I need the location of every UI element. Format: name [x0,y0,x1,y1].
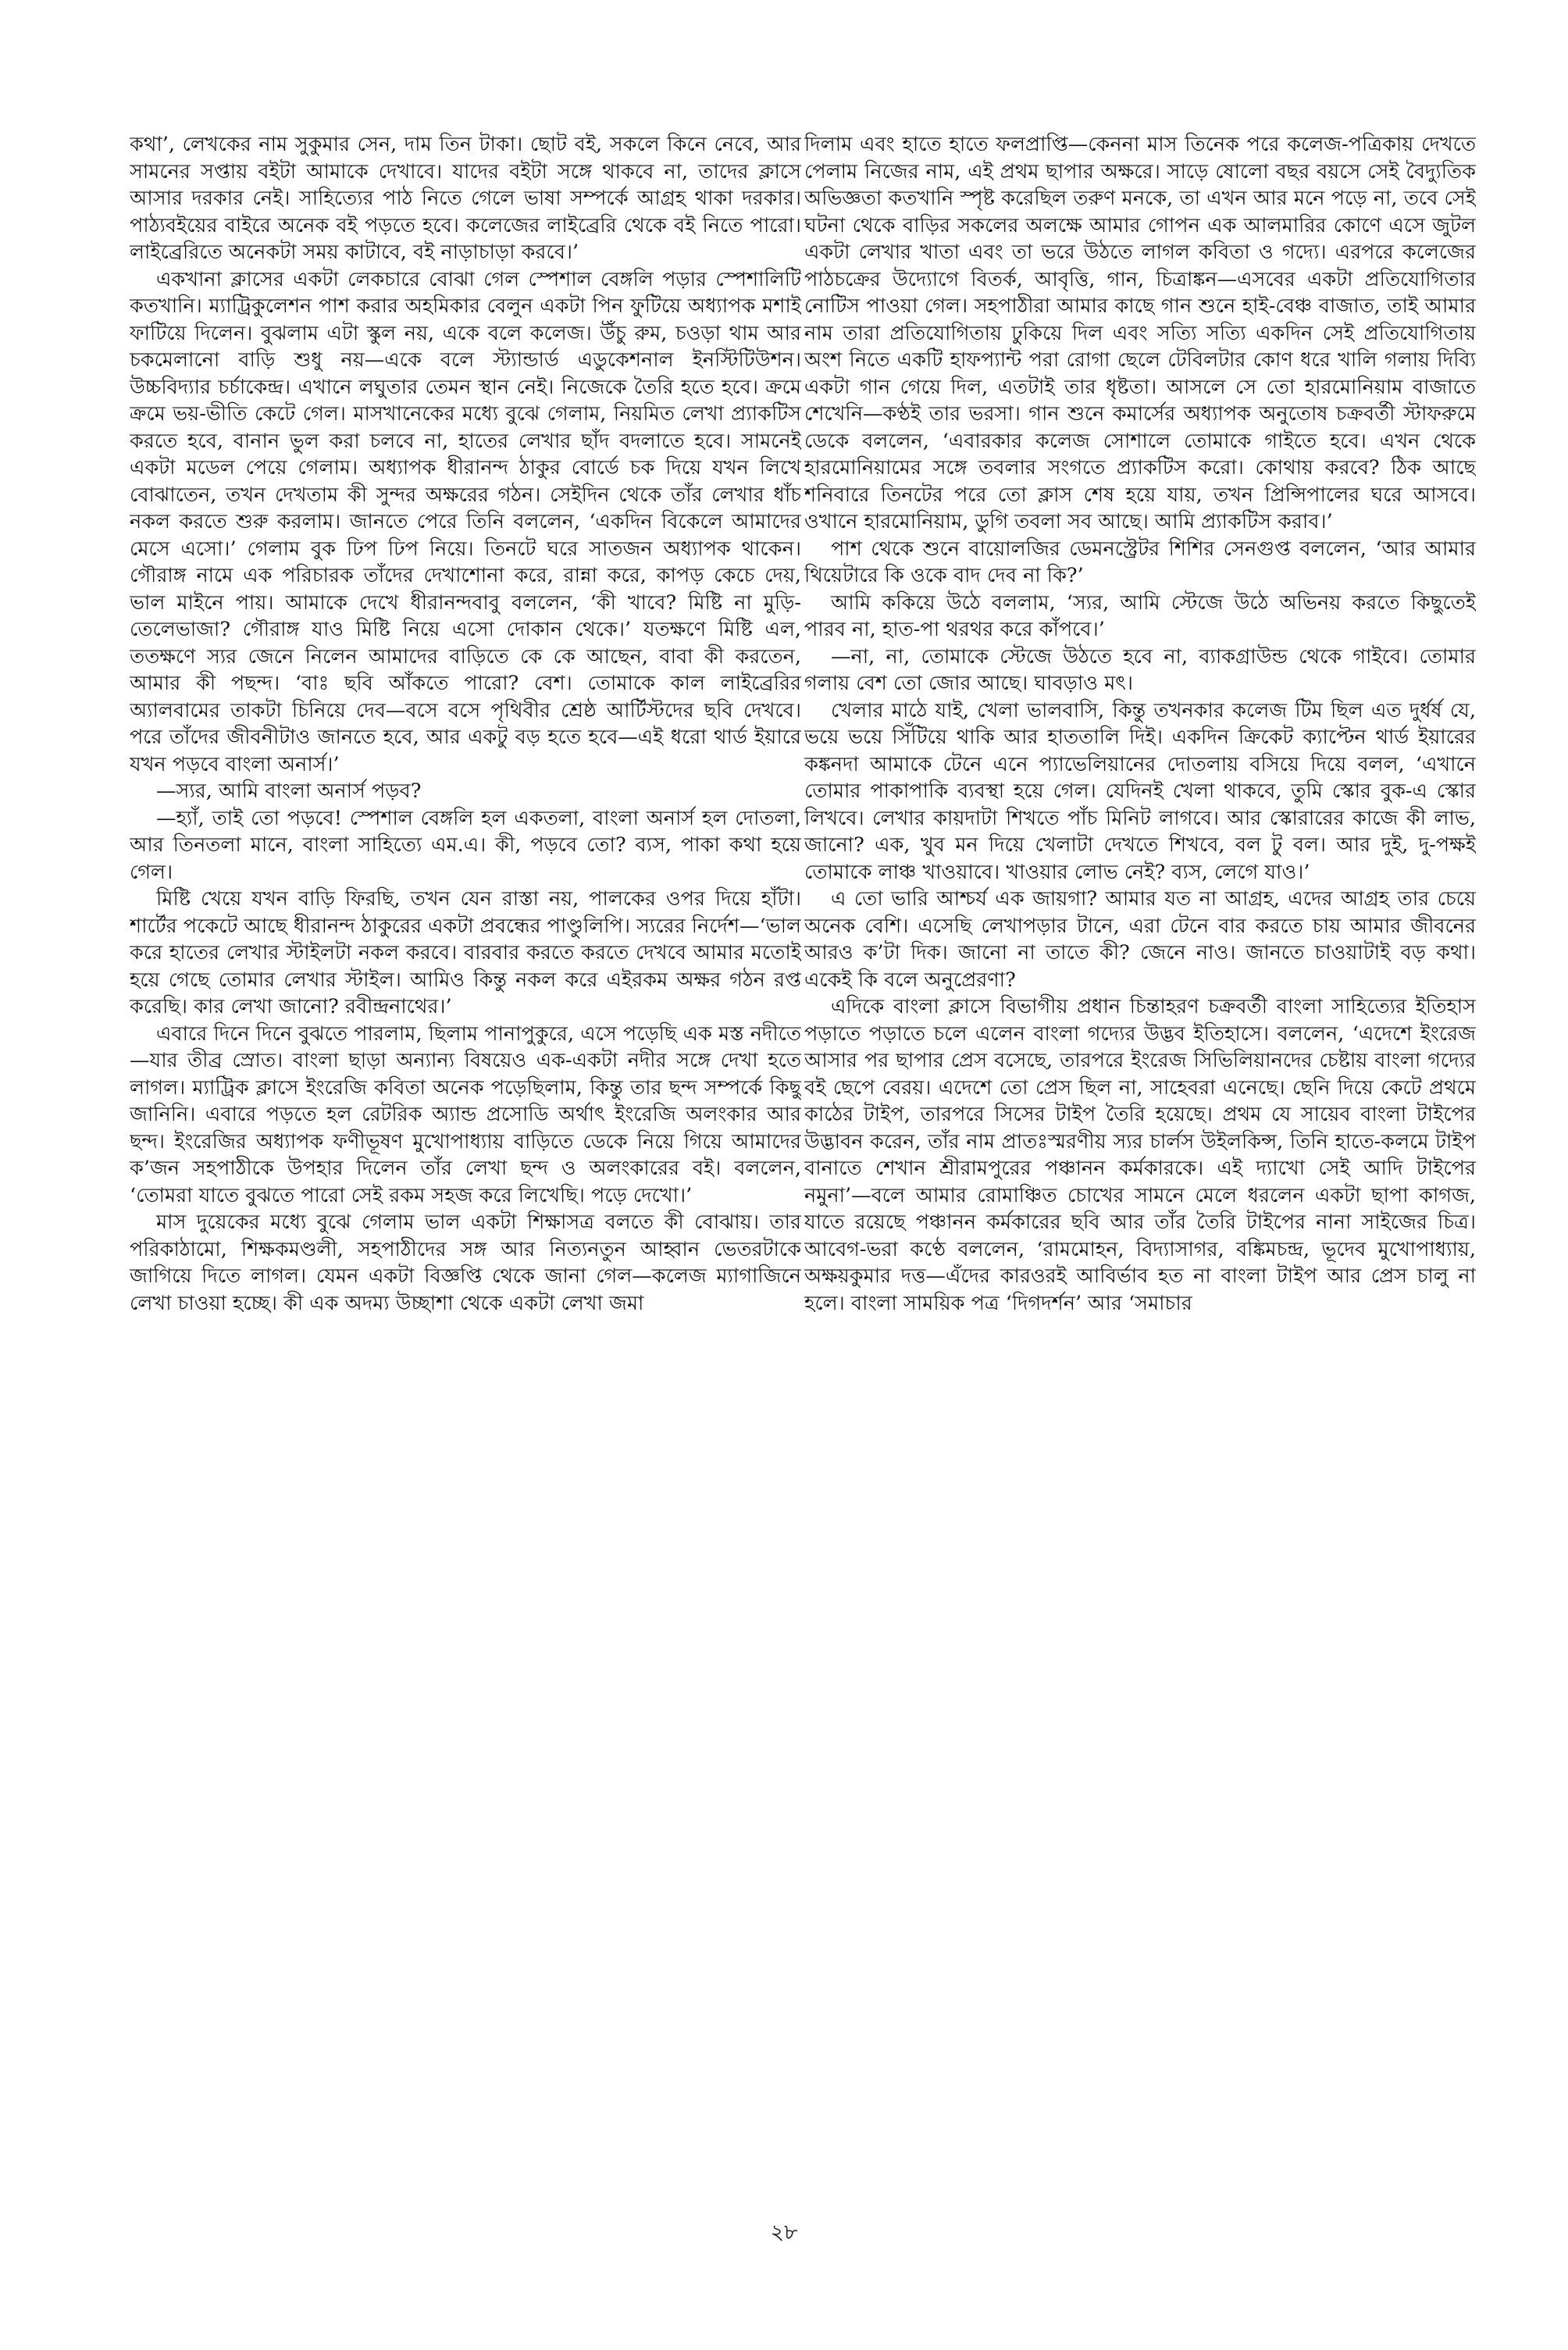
left-text-column [130,131,801,2162]
paragraph: এ তো ভারি আশ্চর্য এক জায়গা? আমার যত না আগ্রহ, এদের আগ্রহ তার চেয়ে অনেক বেশি। এসেছি লেখাপড়ার টানে, এরা টেনে বার করতে চায় আমার জীবনের আরও ক’টা দিক। জানো না তাতে কী? জেনে নাও। জানতে চাওয়াটাই বড় কথা। একেই কি বলে অনুপ্রেরণা? [804,887,1476,992]
paragraph: দিলাম এবং হাতে হাতে ফলপ্রাপ্তি—কেননা মাস তিনেক পরে কলেজ-পত্রিকায় দেখতে পেলাম নিজের নাম, এই প্রথম ছাপার অক্ষরে। সাড়ে ষোলো বছর বয়সে সেই বৈদ্যুতিক অভিজ্ঞতা কতখানি স্পৃষ্ট করেছিল তরুণ মনকে, তা এখন আর মনে পড়ে না, তবে সেই ঘটনা থেকে বাড়ির সকলের অলক্ষে আমার গোপন এক আলমারির কোণে এসে জুটল একটা লেখার খাতা এবং তা ভরে উঠতে লাগল কবিতা ও গদ্যে। এরপরে কলেজের পাঠচক্রের উদ্যোগে বিতর্ক, আবৃত্তি, গান, চিত্রাঙ্কন—এসবের একটা প্রতিযোগিতার নোটিস পাওয়া গেল। সহপাঠীরা আমার কাছে গান শুনে হাই-বেঞ্চ বাজাত, তাই আমার নাম তারা প্রতিযোগিতায় ঢুকিয়ে দিল এবং সত্যি সত্যি একদিন সেই প্রতিযোগিতায় অংশ নিতে একটি হাফপ্যান্ট পরা রোগা ছেলে টেবিলটার কোণ ধরে খালি গলায় দিব্যি একটা গান গেয়ে দিল, এতটাই তার ধৃষ্টতা। আসলে সে তো হারমোনিয়াম বাজাতে শেখেনি—কণ্ঠই তার ভরসা। গান শুনে কমার্সের অধ্যাপক অনুতোষ চক্রবর্তী স্টাফরুমে ডেকে বললেন, ‘এবারকার কলেজ সোশালে তোমাকে গাইতে হবে। এখন থেকে হারমোনিয়ামের সঙ্গে তবলার সংগতে প্র্যাকটিস করো। কোথায় করবে? ঠিক আছে শনিবারে তিনটের পরে তো ক্লাস শেষ হয়ে যায়, তখন প্রিন্সিপালের ঘরে আসবে। ওখানে হারমোনিয়াম, ডুগি তবলা সব আছে। আমি প্র্যাকটিস করাব।’ [804,133,1476,533]
paragraph: আমি ককিয়ে উঠে বললাম, ‘স্যর, আমি স্টেজে উঠে অভিনয় করতে কিছুতেই পারব না, হাত-পা থরথর করে কাঁপবে।’ [804,590,1476,641]
paragraph: মিষ্টি খেয়ে যখন বাড়ি ফিরছি, তখন যেন রাস্তা নয়, পালকের ওপর দিয়ে হাঁটা। শার্টের পকেটে আছে ধীরানন্দ ঠাকুরের একটা প্রবন্ধের পাণ্ডুলিপি। স্যরের নির্দেশ—‘ভাল করে হাতের লেখার স্টাইলটা নকল করবে। বারবার করতে করতে দেখবে আমার মতোই হয়ে গেছে তোমার লেখার স্টাইল। আমিও কিন্তু নকল করে এইরকম অক্ষর গঠন রপ্ত করেছি। কার লেখা জানো? রবীন্দ্রনাথের।’ [130,887,801,1018]
paragraph: কথা’, লেখকের নাম সুকুমার সেন, দাম তিন টাকা। ছোট বই, সকলে কিনে নেবে, আর সামনের সপ্তায় বইটা আমাকে দেখাবে। যাদের বইটা সঙ্গে থাকবে না, তাদের ক্লাসে আসার দরকার নেই। সাহিত্যের পাঠ নিতে গেলে ভাষা সম্পর্কে আগ্রহ থাকা দরকার। পাঠ্যবইয়ের বাইরে অনেক বই পড়তে হবে। কলেজের লাইব্রেরি থেকে বই নিতে পারো। লাইব্রেরিতে অনেকটা সময় কাটাবে, বই নাড়াচাড়া করবে।’ [130,133,801,264]
page-number: ২৮ [770,2220,798,2245]
paragraph: মাস দুয়েকের মধ্যে বুঝে গেলাম ভাল একটা শিক্ষাসত্র বলতে কী বোঝায়। তার পরিকাঠামো, শিক্ষকমণ্ডলী, সহপাঠীদের সঙ্গ আর নিত্যনতুন আহ্বান ভেতরটাকে জাগিয়ে দিতে লাগল। যেমন একটা বিজ্ঞপ্তি থেকে জানা গেল—কলেজ ম্যাগাজিনে লেখা চাওয়া হচ্ছে। কী এক অদম্য উচ্ছাশা থেকে একটা লেখা জমা [130,1211,801,1315]
right-text-column [804,131,1476,2162]
paragraph: —হ্যাঁ, তাই তো পড়বে! স্পেশাল বেঙ্গলি হল একতলা, বাংলা অনার্স হল দোতলা, আর তিনতলা মানে, বাংলা সাহিত্যে এম.এ। কী, পড়বে তো? ব্যস, পাকা কথা হয়ে গেল। [130,806,801,884]
paragraph: —স্যর, আমি বাংলা অনার্স পড়ব? [156,779,422,803]
paragraph: একখানা ক্লাসের একটা লেকচারে বোঝা গেল স্পেশাল বেঙ্গলি পড়ার স্পেশালিটি কতখানি। ম্যাট্রিকুলেশন পাশ করার অহমিকার বেলুন একটা পিন ফুটিয়ে অধ্যাপক মশাই ফাটিয়ে দিলেন। বুঝলাম এটা স্কুল নয়, একে বলে কলেজ। উঁচু রুম, চওড়া থাম আর চকমেলানো বাড়ি শুধু নয়—একে বলে স্ট্যান্ডার্ড এডুকেশনাল ইনস্টিটিউশন। উচ্চবিদ্যার চর্চাকেন্দ্র। এখানে লঘুতার তেমন স্থান নেই। নিজেকে তৈরি হতে হবে। ক্রমে ক্রমে ভয়-ভীতি কেটে গেল। মাসখানেকের মধ্যে বুঝে গেলাম, নিয়মিত লেখা প্র্যাকটিস করতে হবে, বানান ভুল করা চলবে না, হাতের লেখার ছাঁদ বদলাতে হবে। সামনেই একটা মডেল পেয়ে গেলাম। অধ্যাপক ধীরানন্দ ঠাকুর বোর্ডে চক দিয়ে যখন লিখে বোঝাতেন, তখন দেখতাম কী সুন্দর অক্ষরের গঠন। সেইদিন থেকে তাঁর লেখার ধাঁচ নকল করতে শুরু করলাম। জানতে পেরে তিনি বললেন, ‘একদিন বিকেলে আমাদের মেসে এসো।’ গেলাম বুক ঢিপ ঢিপ নিয়ে। তিনটে ঘরে সাতজন অধ্যাপক থাকেন। গৌরাঙ্গ নামে এক পরিচারক তাঁদের দেখাশোনা করে, রান্না করে, কাপড় কেচে দেয়, ভাল মাইনে পায়। আমাকে দেখে ধীরানন্দবাবু বললেন, ‘কী খাবে? মিষ্টি না মুড়ি-তেলেভাজা? গৌরাঙ্গ যাও মিষ্টি নিয়ে এসো দোকান থেকে।’ যতক্ষণে মিষ্টি এল, ততক্ষণে স্যর জেনে নিলেন আমাদের বাড়িতে কে কে আছেন, বাবা কী করতেন, আমার কী পছন্দ। ‘বাঃ ছবি আঁকতে পারো? বেশ। তোমাকে কাল লাইব্রেরির অ্যালবামের তাকটা চিনিয়ে দেব—বসে বসে পৃথিবীর শ্রেষ্ঠ আর্টিস্টদের ছবি দেখবে। পরে তাঁদের জীবনীটাও জানতে হবে, আর একটু বড় হতে হবে—এই ধরো থার্ড ইয়ারে যখন পড়বে বাংলা অনার্স।’ [130,267,801,776]
paragraph: এদিকে বাংলা ক্লাসে বিভাগীয় প্রধান চিন্তাহরণ চক্রবর্তী বাংলা সাহিত্যের ইতিহাস পড়াতে পড়াতে চলে এলেন বাংলা গদ্যের উদ্ভব ইতিহাসে। বললেন, ‘এদেশে ইংরেজ আসার পর ছাপার প্রেস বসেছে, তারপরে ইংরেজ সিভিলিয়ানদের চেষ্টায় বাংলা গদ্যের বই ছেপে বেরয়। এদেশে তো প্রেস ছিল না, সাহেবরা এনেছে। ছেনি দিয়ে কেটে প্রথমে কাঠের টাইপ, তারপরে সিসের টাইপ তৈরি হয়েছে। প্রথম যে সায়েব বাংলা টাইপের উদ্ভাবন করেন, তাঁর নাম প্রাতঃস্মরণীয় স্যর চার্লস উইলকিন্স, তিনি হাতে-কলমে টাইপ বানাতে শেখান শ্রীরামপুরের পঞ্চানন কর্মকারকে। এই দ্যাখো সেই আদি টাইপের নমুনা’—বলে আমার রোমাঞ্চিত চোখের সামনে মেলে ধরলেন একটা ছাপা কাগজ, যাতে রয়েছে পঞ্চানন কর্মকারের ছবি আর তাঁর তৈরি টাইপের নানা সাইজের চিত্র। আবেগ-ভরা কণ্ঠে বললেন, ‘রামমোহন, বিদ্যাসাগর, বঙ্কিমচন্দ্র, ভূদেব মুখোপাধ্যায়, অক্ষয়কুমার দত্ত—এঁদের কারওরই আবির্ভাব হত না বাংলা টাইপ আর প্রেস চালু না হলে। বাংলা সাময়িক পত্র ‘দিগদর্শন’ আর ‘সমাচার [804,995,1476,1315]
paragraph: পাশ থেকে শুনে বায়োলজির ডেমনস্ট্রেটর শিশির সেনগুপ্ত বললেন, ‘আর আমার থিয়েটারে কি ওকে বাদ দেব না কি?’ [804,537,1476,587]
paragraph: খেলার মাঠে যাই, খেলা ভালবাসি, কিন্তু তখনকার কলেজ টিম ছিল এত দুর্ধর্ষ যে, ভয়ে ভয়ে সিঁটিয়ে থাকি আর হাততালি দিই। একদিন ক্রিকেট ক্যাপ্টেন থার্ড ইয়ারের কঙ্কনদা আমাকে টেনে এনে প্যাভেলিয়ানের দোতলায় বসিয়ে দিয়ে বলল, ‘এখানে তোমার পাকাপাকি ব্যবস্থা হয়ে গেল। যেদিনই খেলা থাকবে, তুমি স্কোর বুক-এ স্কোর লিখবে। লেখার কায়দাটা শিখতে পাঁচ মিনিট লাগবে। আর স্কোরারের কাজে কী লাভ, জানো? এক, খুব মন দিয়ে খেলাটা দেখতে শিখবে, বল টু বল। আর দুই, দু-পক্ষই তোমাকে লাঞ্চ খাওয়াবে। খাওয়ার লোভ নেই? ব্যস, লেগে যাও।’ [804,698,1476,884]
paragraph: —না, না, তোমাকে স্টেজে উঠতে হবে না, ব্যাকগ্রাউন্ড থেকে গাইবে। তোমার গলায় বেশ তো জোর আছে। ঘাবড়াও মৎ। [804,644,1476,695]
paragraph: এবারে দিনে দিনে বুঝতে পারলাম, ছিলাম পানাপুকুরে, এসে পড়েছি এক মস্ত নদীতে—যার তীব্র স্রোত। বাংলা ছাড়া অন্যান্য বিষয়েও এক-একটা নদীর সঙ্গে দেখা হতে লাগল। ম্যাট্রিক ক্লাসে ইংরেজি কবিতা অনেক পড়েছিলাম, কিন্তু তার ছন্দ সম্পর্কে কিছু জানিনি। এবারে পড়তে হল রেটরিক অ্যান্ড প্রসোডি অর্থাৎ ইংরেজি অলংকার আর ছন্দ। ইংরেজির অধ্যাপক ফণীভূষণ মুখোপাধ্যায় বাড়িতে ডেকে নিয়ে গিয়ে আমাদের ক’জন সহপাঠীকে উপহার দিলেন তাঁর লেখা ছন্দ ও অলংকারের বই। বললেন, ‘তোমরা যাতে বুঝতে পারো সেই রকম সহজ করে লিখেছি। পড়ে দেখো।’ [130,1022,801,1207]
